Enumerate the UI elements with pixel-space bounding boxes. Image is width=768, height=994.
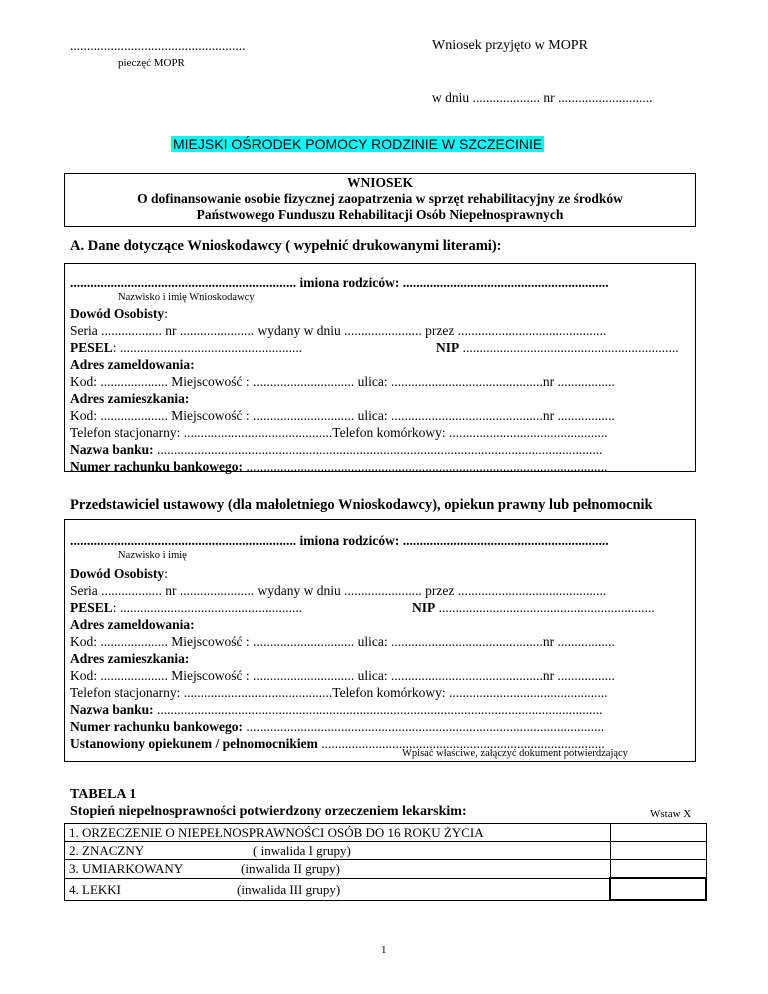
disability-table bbox=[64, 823, 707, 901]
row-label: 1. ORZECZENIE O NIEPEŁNOSPRAWNOŚCI OSÓB DO 16 ROKU ŻYCIA bbox=[65, 824, 611, 842]
rep-addr-res-title: Adres zamieszkania: bbox=[70, 651, 190, 666]
table1-title: TABELA 1 bbox=[70, 787, 137, 802]
applicant-phone-line[interactable]: Telefon stacjonarny: ............................................Telefon komórkowy: ............................................... bbox=[70, 425, 608, 440]
institution-name: MIEJSKI OŚRODEK POMOCY RODZINIE W SZCZECINIE bbox=[173, 136, 543, 152]
applicant-nip-field[interactable] bbox=[436, 339, 679, 356]
applicant-nip-dots: ................................................................ bbox=[459, 340, 679, 355]
rep-addr-reg-title: Adres zameldowania: bbox=[70, 617, 195, 632]
applicant-name-caption: Nazwisko i imię Wnioskodawcy bbox=[118, 292, 255, 303]
rep-addr-reg-line[interactable]: Kod: .................... Miejscowość : .............................. ulica: .............................................nr ................. bbox=[70, 634, 615, 649]
stamp-dots: .................................................... bbox=[70, 38, 246, 53]
row-checkbox[interactable] bbox=[610, 842, 706, 860]
rep-guardian-dots: .................................................................................... bbox=[317, 736, 605, 751]
rep-name-caption: Nazwisko i imię bbox=[118, 550, 187, 561]
applicant-bank-dots: .................................................................................................................................... bbox=[153, 442, 603, 457]
form-title-line1: WNIOSEK bbox=[346, 175, 414, 190]
table-row bbox=[65, 842, 707, 860]
applicant-id-line[interactable]: Seria .................. nr ...................... wydany w dniu ....................... przez ............................................ bbox=[70, 323, 607, 338]
row-checkbox[interactable] bbox=[610, 860, 706, 879]
table-row bbox=[65, 860, 707, 879]
row-label: 2. ZNACZNY ( inwalida I grupy) bbox=[65, 842, 611, 860]
applicant-pesel-dots: : ...................................................... bbox=[112, 340, 303, 355]
rep-nip-label: NIP bbox=[412, 600, 436, 615]
row-checkbox[interactable] bbox=[610, 878, 706, 900]
rep-pesel-label: PESEL bbox=[70, 600, 113, 615]
applicant-addr-reg-line[interactable]: Kod: .................... Miejscowość : .............................. ulica: .............................................nr ................. bbox=[70, 374, 615, 389]
applicant-pesel-label: PESEL bbox=[70, 340, 113, 355]
rep-id-line[interactable]: Seria .................. nr ...................... wydany w dniu ....................... przez ............................................ bbox=[70, 583, 607, 598]
table-row bbox=[65, 824, 707, 842]
table1-subtitle: Stopień niepełnosprawności potwierdzony orzeczeniem lekarskim: bbox=[70, 804, 467, 819]
rep-bank-label: Nazwa banku: bbox=[70, 702, 154, 717]
section-a-title: A. Dane dotyczące Wnioskodawcy ( wypełnić drukowanymi literami): bbox=[70, 238, 502, 254]
applicant-addr-reg-title: Adres zameldowania: bbox=[70, 357, 195, 372]
rep-guardian-caption: Wpisać właściwe, załączyć dokument potwierdzający bbox=[402, 748, 628, 759]
applicant-addr-res-line[interactable]: Kod: .................... Miejscowość : .............................. ulica: .............................................nr ................. bbox=[70, 408, 615, 423]
applicant-id-title: Dowód Osobisty: bbox=[70, 306, 168, 321]
applicant-account-line[interactable] bbox=[70, 458, 608, 475]
rep-pesel-dots: : ...................................................... bbox=[112, 600, 303, 615]
rep-addr-res-line[interactable]: Kod: .................... Miejscowość : .............................. ulica: .............................................nr ................. bbox=[70, 668, 615, 683]
rep-account-dots: .......................................................................................................... bbox=[243, 719, 605, 734]
institution-title bbox=[171, 136, 544, 154]
applicant-bank-label: Nazwa banku: bbox=[70, 442, 154, 457]
applicant-name-line[interactable]: ................................................................... imiona rodziców: ............................................................. bbox=[70, 275, 609, 290]
form-title-box bbox=[64, 173, 696, 227]
row-desc: (inwalida III grupy) bbox=[237, 881, 341, 897]
received-label: Wniosek przyjęto w MOPR bbox=[432, 38, 588, 53]
applicant-account-label: Numer rachunku bankowego: bbox=[70, 459, 244, 474]
rep-guardian-label: Ustanowiony opiekunem / pełnomocnikiem bbox=[70, 736, 318, 751]
table1-insert-x: Wstaw X bbox=[650, 808, 692, 820]
applicant-nip-label: NIP bbox=[436, 340, 460, 355]
applicant-pesel-nip-line[interactable] bbox=[70, 339, 302, 356]
table-row bbox=[65, 878, 707, 900]
row-label: 3. UMIARKOWANY (inwalida II grupy) bbox=[65, 860, 611, 879]
form-title-line2: O dofinansowanie osobie fizycznej zaopatrzenia w sprzęt rehabilitacyjny ze środków bbox=[137, 191, 623, 206]
rep-bank-line[interactable] bbox=[70, 701, 603, 718]
rep-id-title: Dowód Osobisty: bbox=[70, 566, 168, 581]
applicant-account-dots: ........................................................................................................... bbox=[243, 459, 608, 474]
representative-title: Przedstawiciel ustawowy (dla małoletniego Wnioskodawcy), opiekun prawny lub pełnomocnik bbox=[70, 497, 653, 513]
rep-bank-dots: .................................................................................................................................... bbox=[153, 702, 603, 717]
rep-nip-field[interactable] bbox=[412, 599, 655, 616]
page-number: 1 bbox=[381, 944, 387, 956]
row-desc: (inwalida II grupy) bbox=[241, 861, 340, 877]
applicant-bank-line[interactable] bbox=[70, 441, 603, 458]
row-desc: ( inwalida I grupy) bbox=[253, 843, 351, 858]
row-label: 4. LEKKI (inwalida III grupy) bbox=[65, 878, 611, 900]
rep-nip-dots: ................................................................ bbox=[435, 600, 655, 615]
rep-phone-line[interactable]: Telefon stacjonarny: ............................................Telefon komórkowy: ............................................... bbox=[70, 685, 608, 700]
rep-name-line[interactable]: ................................................................... imiona rodziców: ............................................................. bbox=[70, 533, 609, 548]
row-checkbox[interactable] bbox=[610, 824, 706, 842]
rep-pesel-line[interactable] bbox=[70, 599, 302, 616]
applicant-addr-res-title: Adres zamieszkania: bbox=[70, 391, 190, 406]
rep-account-label: Numer rachunku bankowego: bbox=[70, 719, 244, 734]
rep-account-line[interactable] bbox=[70, 718, 604, 735]
received-date-line: w dniu .................... nr ............................ bbox=[432, 90, 653, 105]
stamp-label: pieczęć MOPR bbox=[118, 57, 185, 69]
form-title-line3: Państwowego Funduszu Rehabilitacji Osób Niepełnosprawnych bbox=[196, 207, 564, 222]
